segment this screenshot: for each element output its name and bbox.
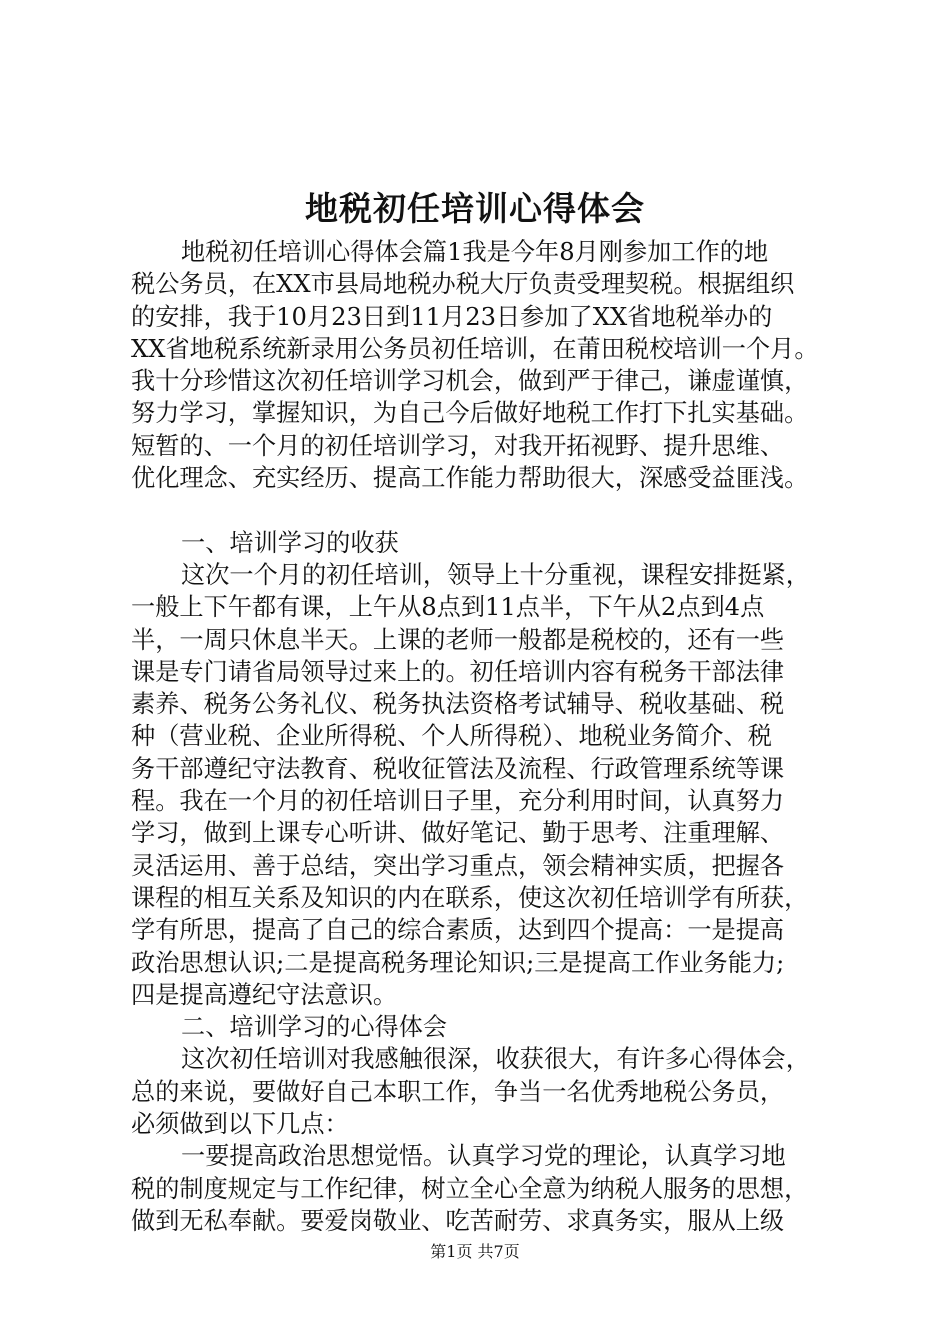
paragraph-line: 税的制度规定与工作纪律，树立全心全意为纳税人服务的思想，: [131, 1174, 809, 1203]
paragraph-line: 努力学习，掌握知识，为自己今后做好地税工作打下扎实基础。: [131, 399, 809, 428]
section-heading: 一、培训学习的收获: [181, 528, 399, 557]
page-footer: 第1页 共7页: [430, 1242, 520, 1261]
paragraph-line: 我十分珍惜这次初任培训学习机会，做到严于律己，谦虚谨慎，: [131, 367, 809, 396]
paragraph-line: 地税初任培训心得体会篇1我是今年8月刚参加工作的地: [181, 238, 769, 266]
paragraph-line: 种（营业税、企业所得税、个人所得税）、地税业务简介、税: [131, 722, 772, 751]
paragraph-line: 课是专门请省局领导过来上的。初任培训内容有税务干部法律: [131, 657, 785, 686]
paragraph-line: 素养、税务公务礼仪、税务执法资格考试辅导、税收基础、税: [131, 690, 785, 719]
paragraph-line: XX省地税系统新录用公务员初任培训，在莆田税校培训一个月。: [131, 334, 819, 363]
paragraph-line: 程。我在一个月的初任培训日子里，充分利用时间，认真努力: [131, 787, 785, 816]
paragraph-line: 务干部遵纪守法教育、税收征管法及流程、行政管理系统等课: [131, 754, 785, 783]
paragraph-line: 学有所思，提高了自己的综合素质，达到四个提高：一是提高: [131, 916, 785, 945]
paragraph-line: 必须做到以下几点：: [131, 1110, 349, 1139]
paragraph-line: 半，一周只休息半天。上课的老师一般都是税校的，还有一些: [131, 625, 785, 654]
section-heading: 二、培训学习的心得体会: [181, 1013, 448, 1042]
paragraph-line: 优化理念、充实经历、提高工作能力帮助很大，深感受益匪浅。: [131, 464, 809, 493]
paragraph-line: 一般上下午都有课，上午从8点到11点半，下午从2点到4点: [131, 593, 765, 622]
paragraph-line: 政治思想认识;二是提高税务理论知识;三是提高工作业务能力;: [131, 948, 785, 977]
paragraph-line: 灵活运用、善于总结，突出学习重点，领会精神实质，把握各: [131, 851, 785, 880]
paragraph-line: 税公务员，在XX市县局地税办税大厅负责受理契税。根据组织: [131, 270, 795, 299]
paragraph-line: 短暂的、一个月的初任培训学习，对我开拓视野、提升思维、: [131, 431, 785, 460]
paragraph-line: 一要提高政治思想觉悟。认真学习党的理论，认真学习地: [181, 1142, 786, 1171]
paragraph-line: 这次一个月的初任培训，领导上十分重视，课程安排挺紧，: [181, 560, 810, 589]
paragraph-line: 的安排，我于10月23日到11月23日参加了XX省地税举办的: [131, 302, 773, 331]
paragraph-line: 学习，做到上课专心听讲、做好笔记、勤于思考、注重理解、: [131, 819, 785, 848]
paragraph-line: 四是提高遵纪守法意识。: [131, 980, 398, 1009]
document-body: [131, 236, 831, 1237]
paragraph-line: 总的来说，要做好自己本职工作，争当一名优秀地税公务员，: [131, 1077, 785, 1106]
blank-line: [131, 494, 831, 526]
document-title: 地税初任培训心得体会: [305, 189, 645, 228]
paragraph-line: 课程的相互关系及知识的内在联系，使这次初任培训学有所获，: [131, 883, 809, 912]
paragraph-line: 做到无私奉献。要爱岗敬业、吃苦耐劳、求真务实，服从上级: [131, 1206, 785, 1235]
paragraph-line: 这次初任培训对我感触很深，收获很大，有许多心得体会，: [181, 1045, 810, 1074]
